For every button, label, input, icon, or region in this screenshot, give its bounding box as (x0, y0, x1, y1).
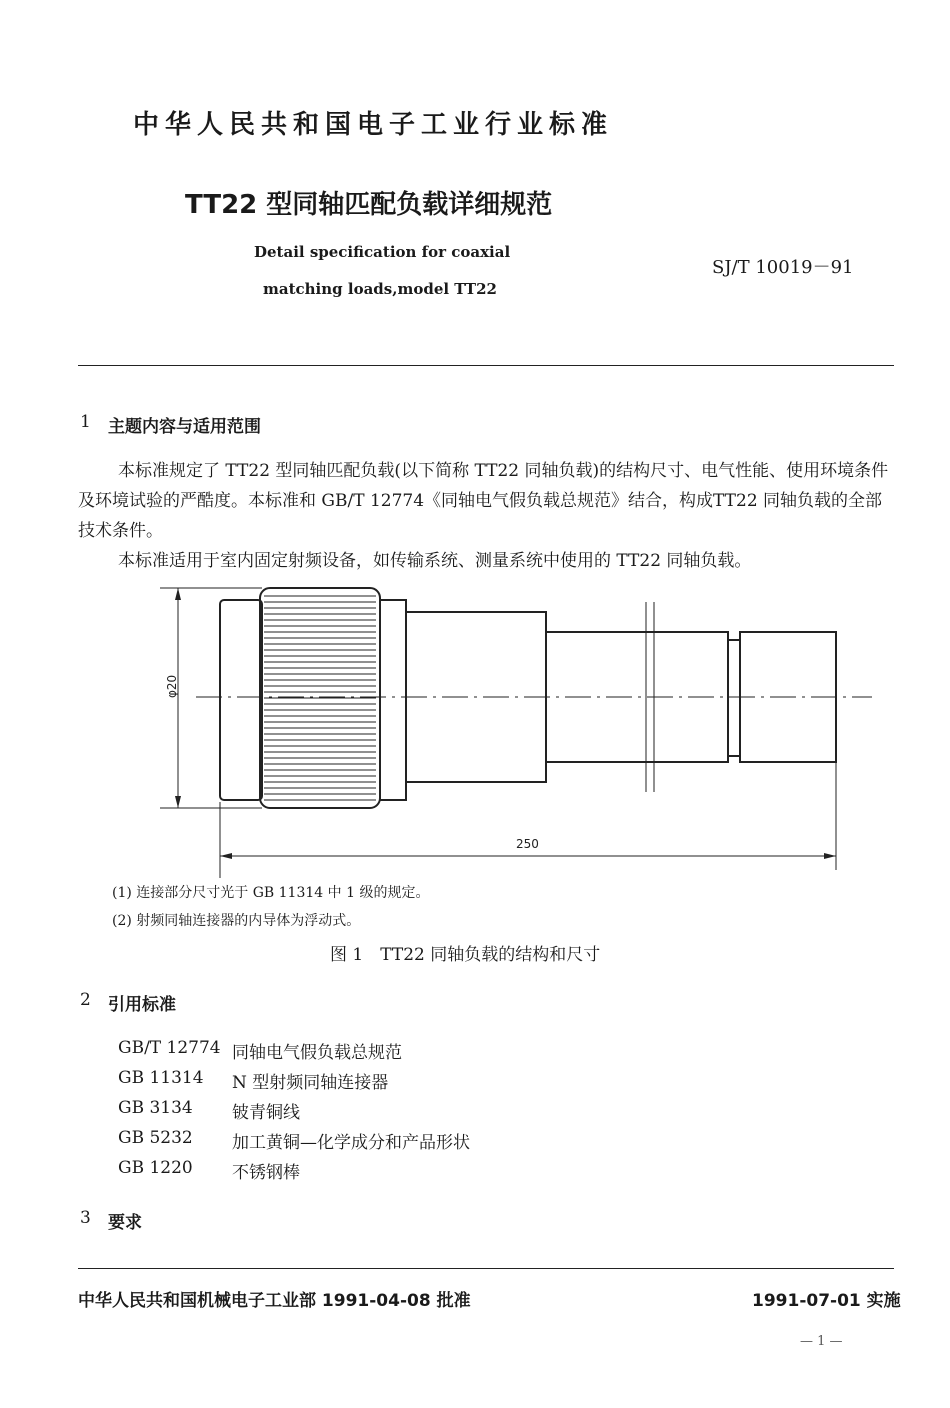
section2-number: 2 (80, 990, 91, 1010)
section2-heading: 引用标准 (108, 995, 176, 1015)
standard-number: SJ/T 10019－91 (712, 257, 854, 278)
section1-paragraph1: 本标准规定了 TT22 型同轴匹配负载(以下简称 TT22 同轴负载)的结构尺寸、电气性能、使用环境条件及环境试验的严酷度。本标准和 GB/T 12774《同轴电气假负载总规范》结合，构成TT22 同轴负载的全部技术条件。 (78, 461, 889, 541)
implementation-date: 1991-07-01 实施 (752, 1291, 901, 1311)
section1-paragraph2: 本标准适用于室内固定射频设备，如传输系统、测量系统中使用的 TT22 同轴负载。 (118, 551, 752, 571)
dim-diameter-label: φ20 (165, 674, 179, 698)
reference-code: GB 3134 (118, 1098, 193, 1118)
page-number: — 1 — (800, 1334, 843, 1349)
section3-number: 3 (80, 1208, 91, 1228)
reference-title: 不锈钢棒 (232, 1163, 300, 1183)
figure-coaxial-load-drawing (0, 580, 950, 880)
reference-code: GB/T 12774 (118, 1038, 221, 1058)
figure-caption: 图 1 TT22 同轴负载的结构和尺寸 (330, 945, 601, 965)
section1-body (78, 456, 898, 576)
english-title-line1: Detail specification for coaxial (254, 243, 511, 261)
header-rule (78, 365, 894, 366)
english-title-line2: matching loads,model TT22 (263, 280, 497, 298)
dim-length-label: 250 (516, 837, 539, 851)
knurl-lines (264, 596, 376, 800)
section1-number: 1 (80, 412, 91, 432)
figure-note-1: (1) 连接部分尺寸光于 GB 11314 中 1 级的规定。 (112, 885, 430, 901)
figure-note-2: (2) 射频同轴连接器的内导体为浮动式。 (112, 913, 361, 929)
reference-title: 铍青铜线 (232, 1103, 300, 1123)
reference-code: GB 5232 (118, 1128, 193, 1148)
approval-statement: 中华人民共和国机械电子工业部 1991-04-08 批准 (78, 1291, 471, 1311)
org-title: 中华人民共和国电子工业行业标准 (133, 110, 614, 140)
reference-title: N 型射频同轴连接器 (232, 1073, 389, 1093)
reference-title: 同轴电气假负载总规范 (232, 1043, 402, 1063)
document-title: TT22 型同轴匹配负载详细规范 (185, 190, 553, 220)
footer-rule (78, 1268, 894, 1269)
section1-heading: 主题内容与适用范围 (108, 417, 261, 437)
reference-title: 加工黄铜—化学成分和产品形状 (232, 1133, 470, 1153)
reference-code: GB 1220 (118, 1158, 193, 1178)
section3-heading: 要求 (108, 1213, 142, 1233)
reference-code: GB 11314 (118, 1068, 204, 1088)
